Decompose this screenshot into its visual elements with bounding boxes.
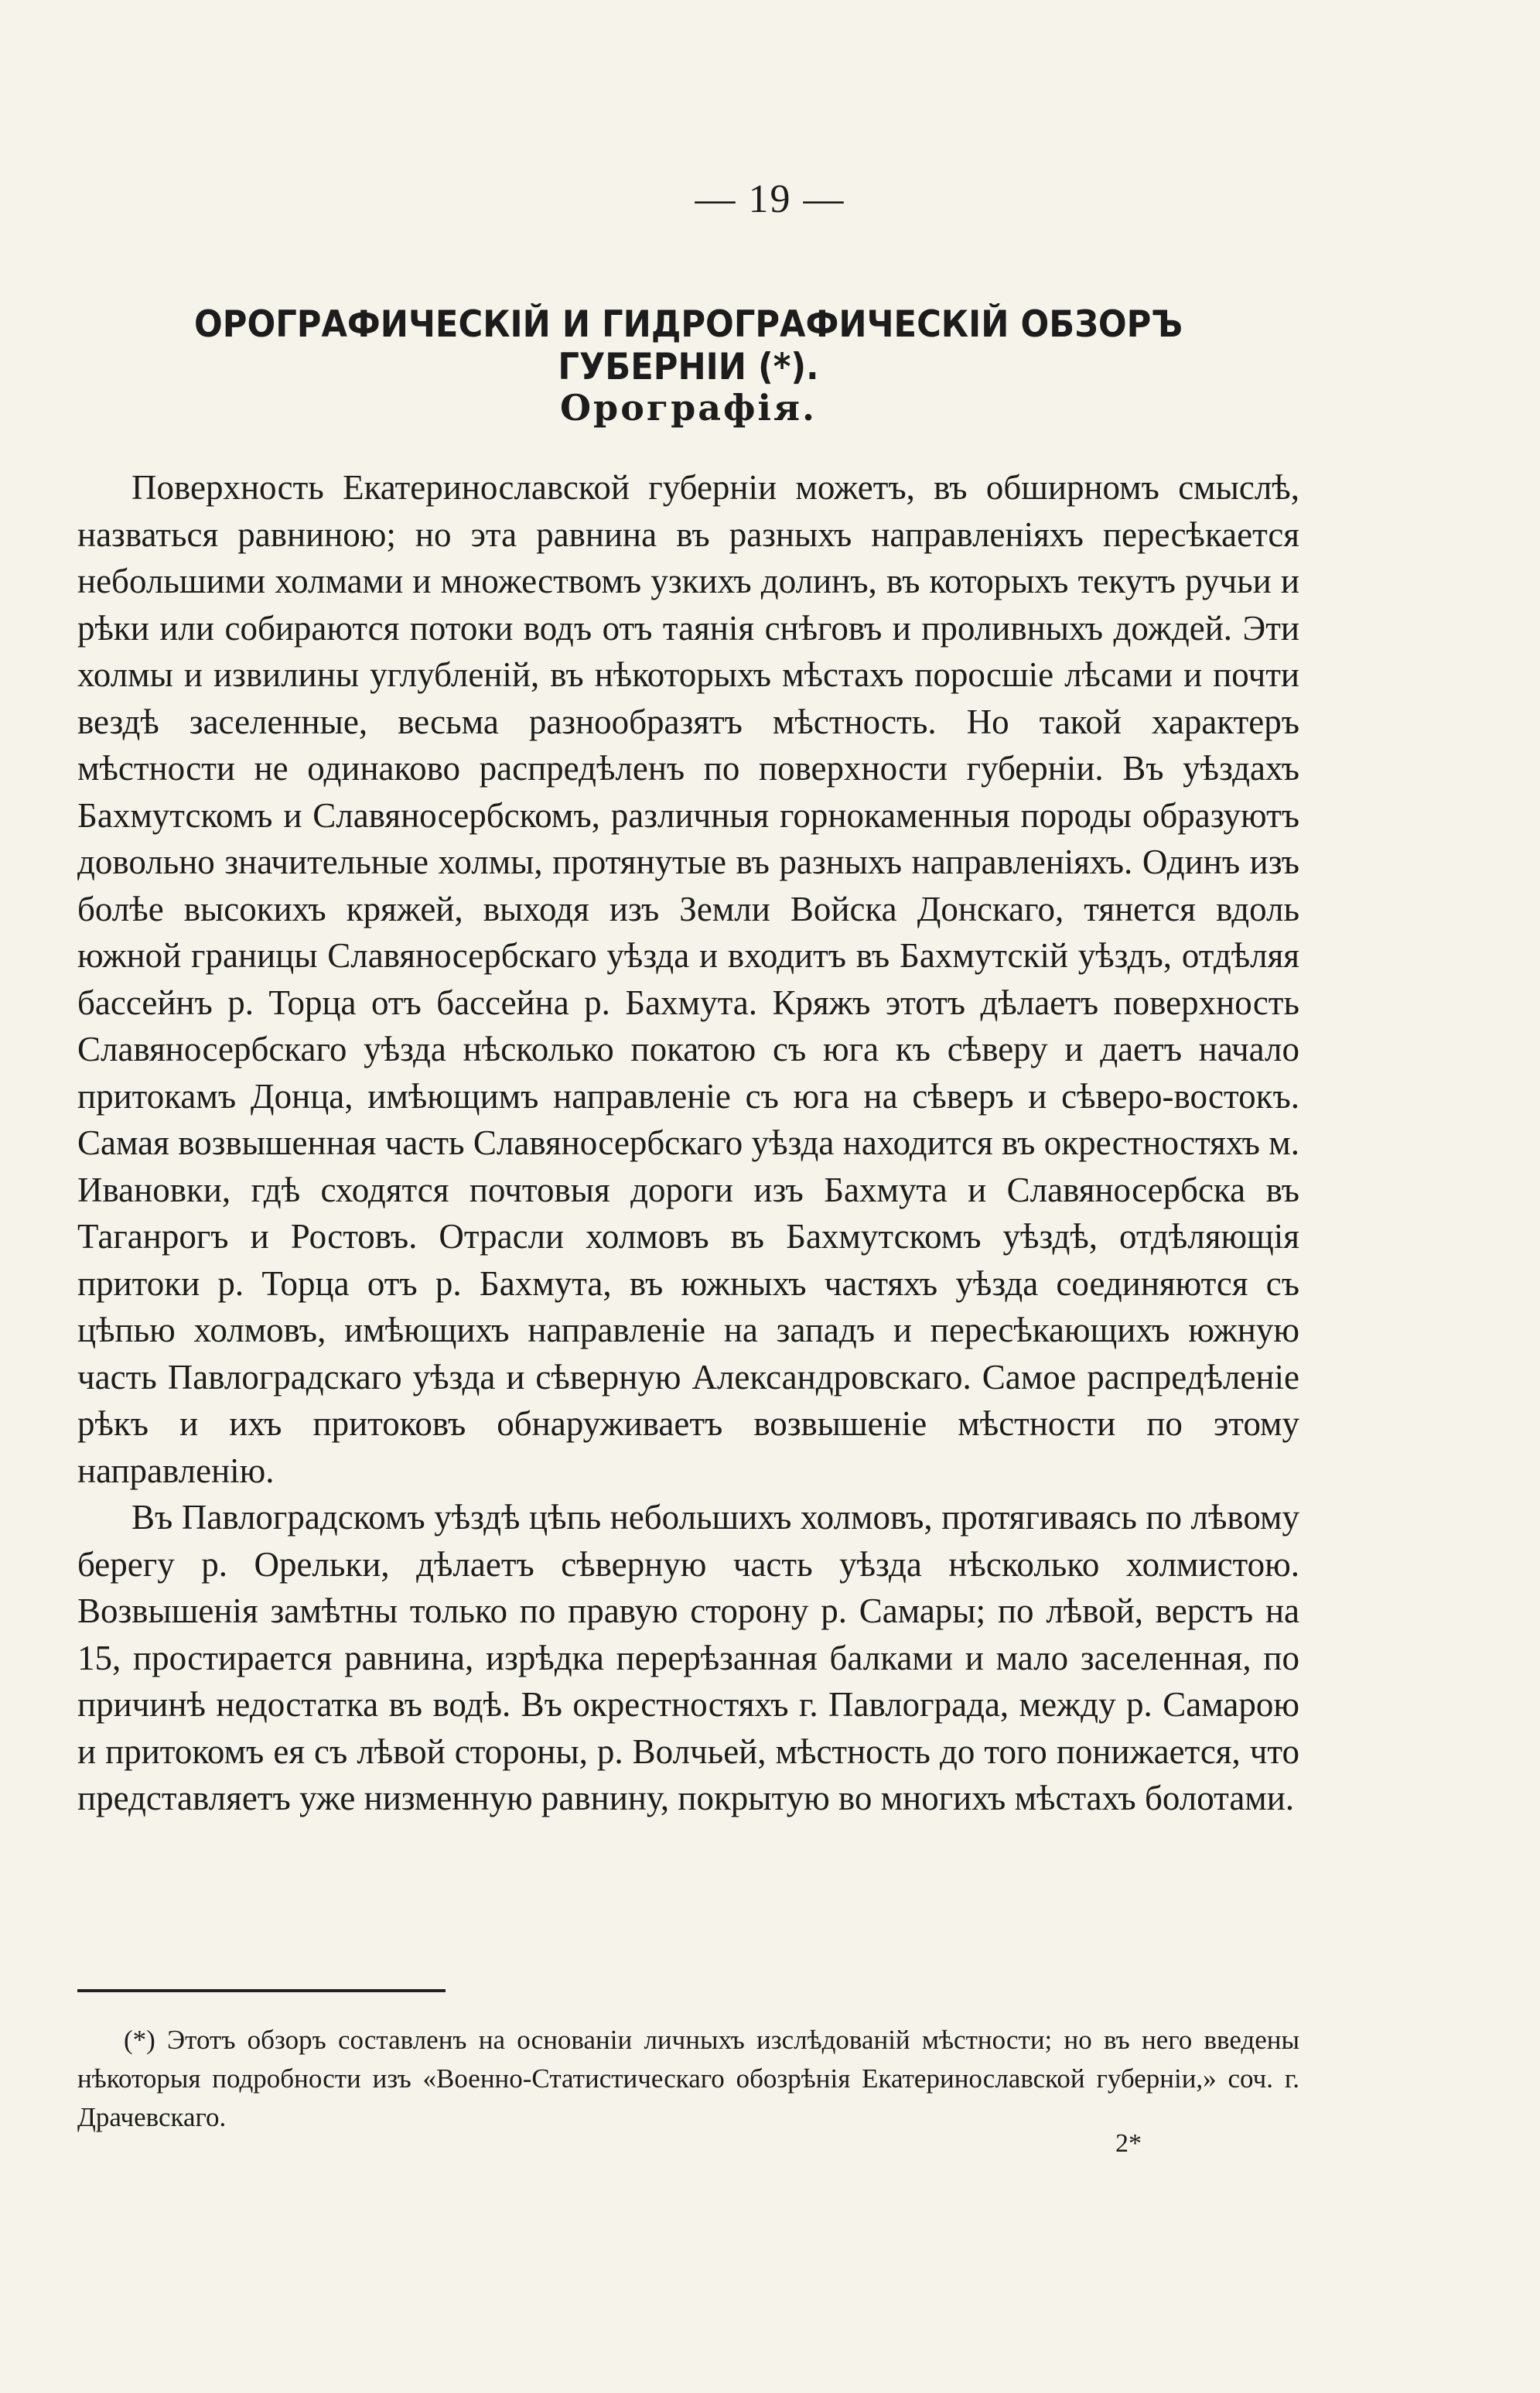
section-title: Орографія.	[559, 387, 818, 429]
page-title: ОРОГРАФИЧЕСКІЙ И ГИДРОГРАФИЧЕСКІЙ ОБЗОРЪ ГУБЕРНІИ (*).	[194, 303, 1183, 388]
footnote-text: (*) Этотъ обзоръ составленъ на основаніи личныхъ изслѣдованій мѣстности; но въ него введены нѣкоторыя подробности изъ «Военно-Статистическаго обозрѣнія Екатеринославской губерніи,» соч. г. Драчевскаго.	[77, 2025, 1299, 2132]
page-number: — 19 —	[695, 177, 845, 221]
paragraph: Въ Павлоградскомъ уѣздѣ цѣпь небольшихъ холмовъ, протягиваясь по лѣвому берегу р. Орельки, дѣлаетъ сѣверную часть уѣзда нѣсколько холмистою. Возвышенія замѣтны только по правую сторону р. Самары; по лѣвой, верстъ на 15, простирается равнина, изрѣдка перерѣзанная балками и мало заселенная, по причинѣ недостатка въ водѣ. Въ окрестностяхъ г. Павлограда, между р. Самарою и притокомъ ея съ лѣвой стороны, р. Волчьей, мѣстность до того понижается, что представляетъ уже низменную равнину, покрытую во многихъ мѣстахъ болотами.	[77, 1498, 1299, 1817]
body-text	[77, 464, 1299, 1822]
footnote-divider	[77, 1989, 446, 1992]
paragraph: Поверхность Екатеринославской губерніи можетъ, въ обширномъ смыслѣ, назваться равниною; но эта равнина въ разныхъ направленіяхъ пересѣкается небольшими холмами и множествомъ узкихъ долинъ, въ которыхъ текутъ ручьи и рѣки или собираются потоки водъ отъ таянія снѣговъ и проливныхъ дождей. Эти холмы и извилины углубленій, въ нѣкоторыхъ мѣстахъ поросшіе лѣсами и почти вездѣ заселенные, весьма разнообразятъ мѣстность. Но такой характеръ мѣстности не одинаково распредѣленъ по поверхности губерніи. Въ уѣздахъ Бахмутскомъ и Славяносербскомъ, различныя горнокаменныя породы образуютъ довольно значительные холмы, протянутые въ разныхъ направленіяхъ. Одинъ изъ болѣе высокихъ кряжей, выходя изъ Земли Войска Донскаго, тянется вдоль южной границы Славяносербскаго уѣзда и входитъ въ Бахмутскій уѣздъ, отдѣляя бассейнъ р. Торца отъ бассейна р. Бахмута. Кряжъ этотъ дѣлаетъ поверхность Славяносербскаго уѣзда нѣсколько покатою съ юга къ сѣверу и даетъ начало притокамъ Донца, имѣющимъ направленіе съ юга на сѣверъ и сѣверо-востокъ. Самая возвышенная часть Славяносербскаго уѣзда находится въ окрестностяхъ м. Ивановки, гдѣ сходятся почтовыя дороги изъ Бахмута и Славяносербска въ Таганрогъ и Ростовъ. Отрасли холмовъ въ Бахмутскомъ уѣздѣ, отдѣляющія притоки р. Торца отъ р. Бахмута, въ южныхъ частяхъ уѣзда соединяются съ цѣпью холмовъ, имѣющихъ направленіе на западъ и пересѣкающихъ южную часть Павлоградскаго уѣзда и сѣверную Александровскаго. Самое распредѣленіе рѣкъ и ихъ притоковъ обнаруживаетъ возвышеніе мѣстности по этому направленію.	[77, 468, 1299, 1490]
signature-mark: 2*	[1115, 2129, 1142, 2158]
footnote	[77, 2021, 1299, 2137]
